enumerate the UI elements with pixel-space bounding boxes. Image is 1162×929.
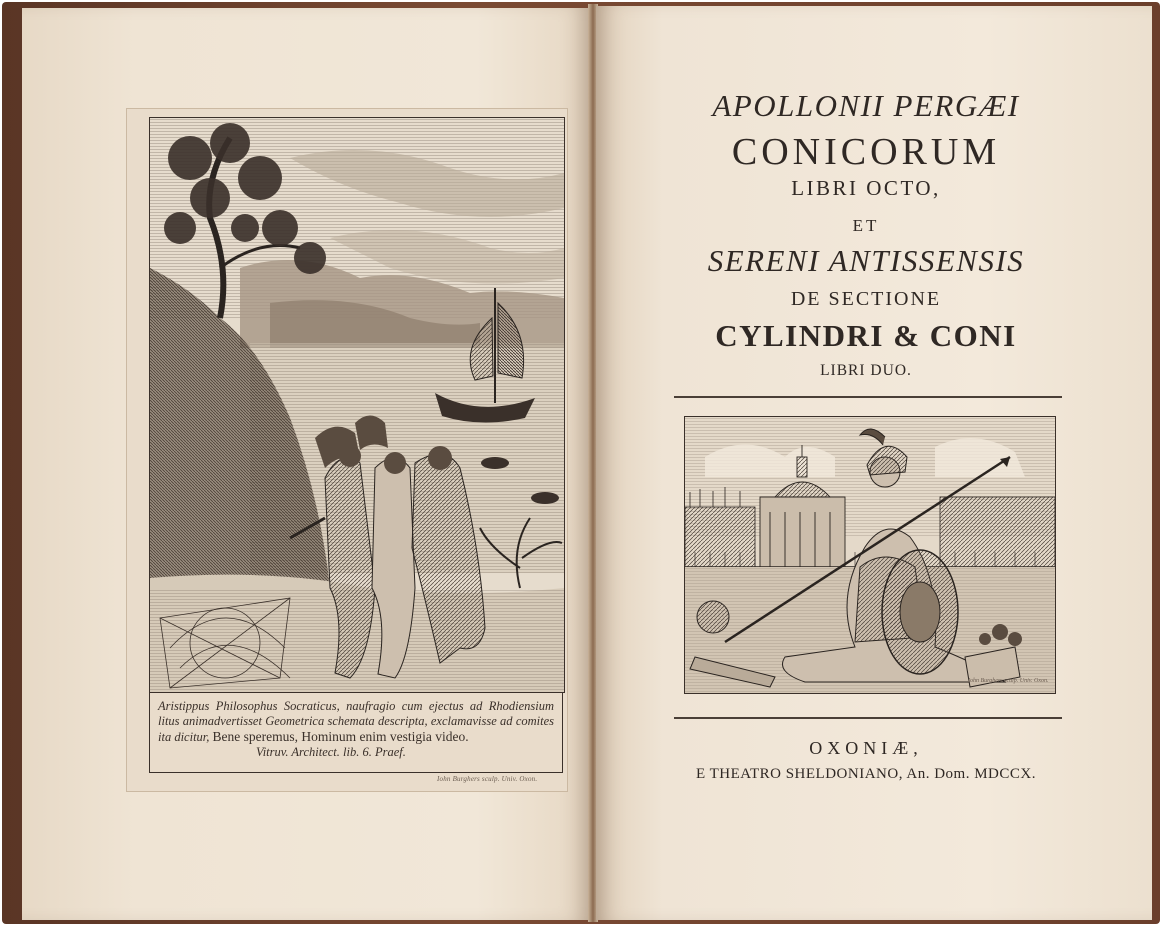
shipwreck-engraving-image [150, 118, 564, 692]
title-vignette [684, 416, 1056, 694]
title-rule-top [674, 396, 1062, 398]
caption-line-1: Aristippus Philosophus Socraticus, naufragio cum ejectus ad Rhodiensium [158, 699, 554, 713]
title-de-sectione: DE SECTIONE [790, 288, 942, 310]
title-second-author: SERENI ANTISSENSIS [707, 243, 1025, 278]
imprint-publisher: E THEATRO SHELDONIANO, An. Dom. MDCCX. [696, 766, 1036, 782]
title-books: LIBRI OCTO, [791, 176, 941, 200]
caption-citation: Vitruv. Architect. lib. 6. Praef. [256, 745, 406, 759]
caption-line-2: litus animadvertisset Geometrica schemata descripta, exclamavisse ad [158, 714, 513, 728]
caption-quote: Bene speremus, Hominum enim vestigia video. [212, 729, 469, 744]
frontispiece-engraving [149, 117, 565, 693]
title-rule-bottom [674, 717, 1062, 719]
title-second-books: LIBRI DUO. [820, 362, 912, 379]
frontispiece-plate [126, 108, 568, 792]
title-conjunction: ET [852, 216, 880, 235]
frontispiece-engraver-signature: Iohn Burghers sculp. Univ. Oxon. [437, 775, 538, 783]
caption-line-3: comites ita dicitur, [158, 714, 555, 744]
minerva-vignette-image [685, 417, 1055, 693]
vignette-engraver-signature: Iohn Burghers sculp. Univ. Oxon. [968, 678, 1049, 684]
title-second-work: CYLINDRI & CONI [715, 318, 1017, 353]
title-main: CONICORUM [731, 131, 1001, 173]
frontispiece-caption [149, 693, 563, 773]
imprint-place: OXONIÆ, [809, 738, 923, 758]
title-author: APOLLONII PERGÆI [712, 88, 1020, 123]
left-page [22, 8, 590, 920]
